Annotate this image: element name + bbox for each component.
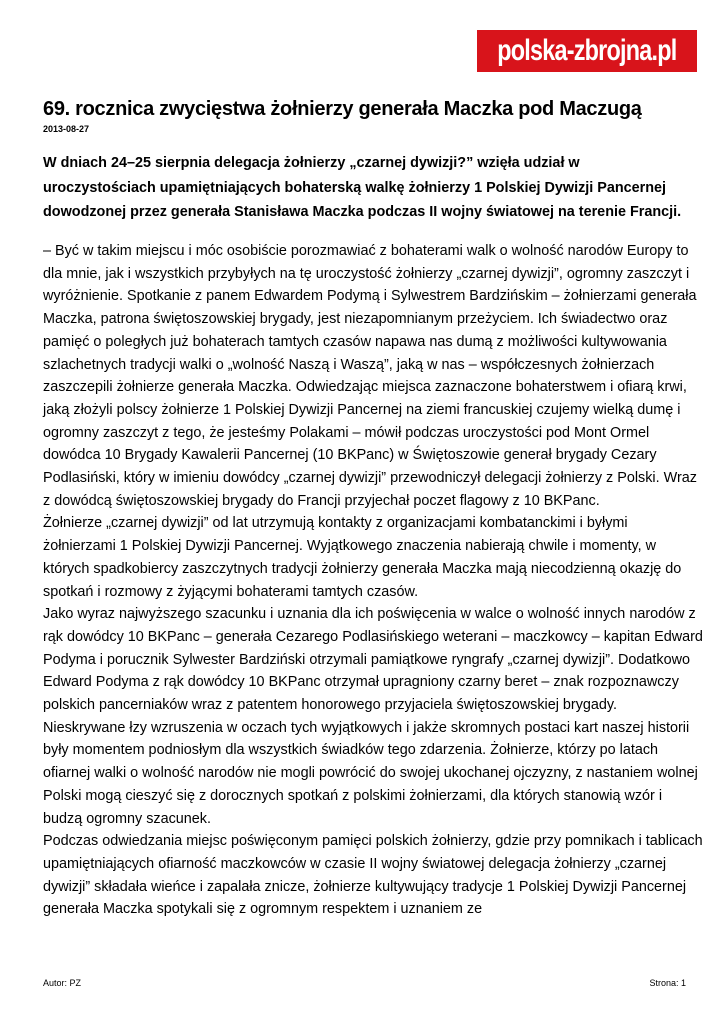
article-date: 2013-08-27	[43, 124, 90, 134]
article-paragraph: – Być w takim miejscu i móc osobiście porozmawiać z bohaterami walk o wolność narodów Europy to dla mnie, jak i wszystkich przybyłych na tę uroczystość żołnierzy „czarnej dywizji”, ogromny zaszczyt i wyróżnienie. Spotkanie z panem Edwardem Podymą i Sylwestrem Bardzińskim – żołnierzami generała Maczka, patrona świętoszowskiej brygady, jest niezapomnianym przeżyciem. Ich świadectwo oraz pamięć o poległych już bohaterach tamtych czasów napawa nas dumą z możliwości kultywowania szlachetnych tradycji walki o „wolność Naszą i Waszą”, jaką w nas – współczesnych żołnierzach zaszczepili żołnierze generała Maczka. Odwiedzając miejsca zaznaczone bohaterstwem i ofiarą krwi, jaką złożyli polscy żołnierze 1 Polskiej Dywizji Pancernej na ziemi francuskiej czujemy wielką dumę i ogromny zaszczyt z tego, że jesteśmy Polakami – mówił podczas uroczystości pod Mont Ormel dowódca 10 Brygady Kawalerii Pancernej (10 BKPanc) w Świętoszowie generał brygady Cezary Podlasiński, który w imieniu dowódcy „czarnej dywizji” przewodniczył delegacji żołnierzy z Polski. Wraz z dowódcą świętoszowskiej brygady do Francji przyjechał poczet flagowy z 10 BKPanc.	[43, 243, 697, 509]
article-paragraph: Podczas odwiedzania miejsc poświęconym pamięci polskich żołnierzy, gdzie przy pomnikach i tablicach upamiętniających ofiarność maczkowców w czasie II wojny światowej delegacja żołnierzy „czarnej dywizji” składała wieńce i zapalała znicze, żołnierze kultywujący tradycje 1 Polskiej Dywizji Pancernej generała Maczka spotykali się z ogromnym respektem i uznaniem ze	[43, 833, 703, 918]
article-paragraph: Jako wyraz najwyższego szacunku i uznania dla ich poświęcenia w walce o wolność innych narodów z rąk dowódcy 10 BKPanc – generała Cezarego Podlasińskiego weterani – maczkowcy – kapitan Edward Podyma i porucznik Sylwester Bardziński otrzymali pamiątkowe ryngrafy „czarnej dywizji”. Dodatkowo Edward Podyma z rąk dowódcy 10 BKPanc otrzymał upragniony czarny beret – znak rozpoznawczy polskich pancerniaków wraz z patentem honorowego przyjaciela świętoszowskiej brygady.	[43, 606, 703, 714]
site-logo-text: polska-zbrojna.pl	[497, 34, 677, 67]
footer-author: Autor: PZ	[43, 978, 82, 988]
article-title: 69. rocznica zwycięstwa żołnierzy generała Maczka pod Maczugą	[43, 98, 642, 120]
article-paragraph: Żołnierze „czarnej dywizji” od lat utrzymują kontakty z organizacjami kombatanckimi i byłymi żołnierzami 1 Polskiej Dywizji Pancernej. Wyjątkowego znaczenia nabierają chwile i momenty, w których spadkobiercy zaszczytnych tradycji żołnierzy generała Maczka mają niecodzienną okazję do spotkań i rozmowy z żyjącymi bohaterami tamtych czasów.	[43, 515, 682, 600]
footer-page-number: Strona: 1	[649, 978, 686, 988]
article-body	[43, 240, 703, 921]
site-logo[interactable]	[477, 30, 697, 72]
article-lead: W dniach 24–25 sierpnia delegacja żołnierzy „czarnej dywizji?” wzięła udział w uroczystościach upamiętniających bohaterską walkę żołnierzy 1 Polskiej Dywizji Pancernej dowodzonej przez generała Stanisława Maczka podczas II wojny światowej na terenie Francji.	[43, 155, 682, 220]
article-paragraph: Nieskrywane łzy wzruszenia w oczach tych wyjątkowych i jakże skromnych postaci kart naszej historii były momentem podniosłym dla wszystkich świadków tego zdarzenia. Żołnierze, którzy po latach ofiarnej walki o wolność narodów nie mogli powrócić do swojej ukochanej ojczyzny, z nastaniem wolnej Polski mogą cieszyć się z dorocznych spotkań z polskimi żołnierzami, dla których stanowią wzór i budzą ogromny szacunek.	[43, 719, 698, 827]
